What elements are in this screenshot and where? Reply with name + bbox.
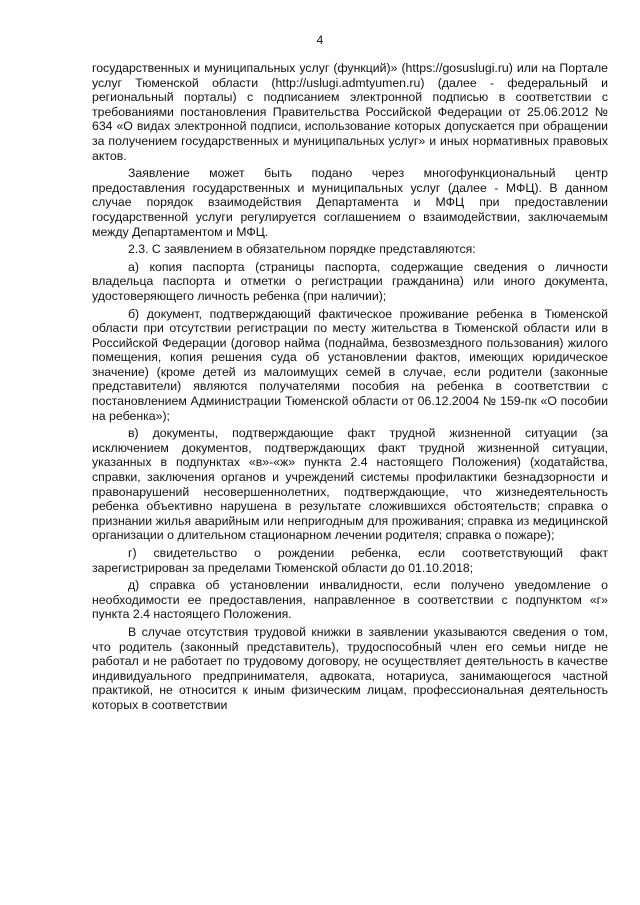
paragraph-2-3-heading: 2.3. С заявлением в обязательном порядке представляются: [128, 242, 476, 257]
paragraph-item-v: в) документы, подтверждающие факт трудной жизненной ситуации (за исключением документов, подтверждающих факт трудной жизненной ситуации, указанных в подпунктах «в»-«ж» пункта 2.4 настоящего Положения) (ходатайства, справки, заключения органов и учреждений системы профилактики безнадзорности и правонарушений несовершеннолетних, подтверждающие, что жизнедеятельность ребенка объективно нарушена в результате сложившихся обстоятельств; справка о признании жилья аварийным или непригодным для проживания; справка из медицинской организации о длительном стационарном лечении родителя; справка о пожаре); [92, 426, 608, 543]
paragraph-item-g: г) свидетельство о рождении ребенка, если соответствующий факт зарегистрирован за пределами Тюменской области до 01.10.2018; [92, 546, 608, 575]
document-body [92, 61, 608, 716]
paragraph-continuation-portals: государственных и муниципальных услуг (функций)» (https://gosuslugi.ru) или на Портале услуг Тюменской области (http://uslugi.admtyumen.ru) (далее - федеральный и региональный порталы) с подписанием электронной подписью в соответствии с требованиями постановления Правительства Российской Федерации от 25.06.2012 № 634 «О видах электронной подписи, использование которых допускается при обращении за получением государственных и муниципальных услуг» и иных нормативных правовых актов. [92, 61, 608, 163]
paragraph-item-d: д) справка об установлении инвалидности, если получено уведомление о необходимости ее предоставления, направленное в соответствии с подпунктом «г» пункта 2.4 настоящего Положения. [92, 578, 608, 622]
paragraph-item-a: а) копия паспорта (страницы паспорта, содержащие сведения о личности владельца паспорта и отметки о регистрации гражданина) или иного документа, удостоверяющего личность ребенка (при наличии); [92, 259, 608, 303]
page-number: 4 [316, 33, 324, 47]
paragraph-item-b: б) документ, подтверждающий фактическое проживание ребенка в Тюменской области при отсутствии регистрации по месту жительства в Тюменской области или в Российской Федерации (договор найма (поднайма, безвозмездного пользования) жилого помещения, копия решения суда об установлении фактов, имеющих юридическое значение) (кроме детей из малоимущих семей в случае, если родители (законные представители) являются получателями пособия на ребенка в соответствии с постановлением Администрации Тюменской области от 06.12.2004 № 159-пк «О пособии на ребенка»); [92, 306, 608, 423]
paragraph-mfc-submission: Заявление может быть подано через многофункциональный центр предоставления государственных и муниципальных услуг (далее - МФЦ). В данном случае порядок взаимодействия Департамента и МФЦ при предоставлении государственной услуги регулируется соглашением о взаимодействии, заключаемым между Департаментом и МФЦ. [92, 166, 608, 239]
paragraph-no-work-record: В случае отсутствия трудовой книжки в заявлении указываются сведения о том, что родитель (законный представитель), трудоспособный член его семьи нигде не работал и не работает по трудовому договору, не осуществляет деятельность в качестве индивидуального предпринимателя, адвоката, нотариуса, занимающегося частной практикой, не относится к иным физическим лицам, профессиональная деятельность которых в соответствии [92, 624, 608, 712]
